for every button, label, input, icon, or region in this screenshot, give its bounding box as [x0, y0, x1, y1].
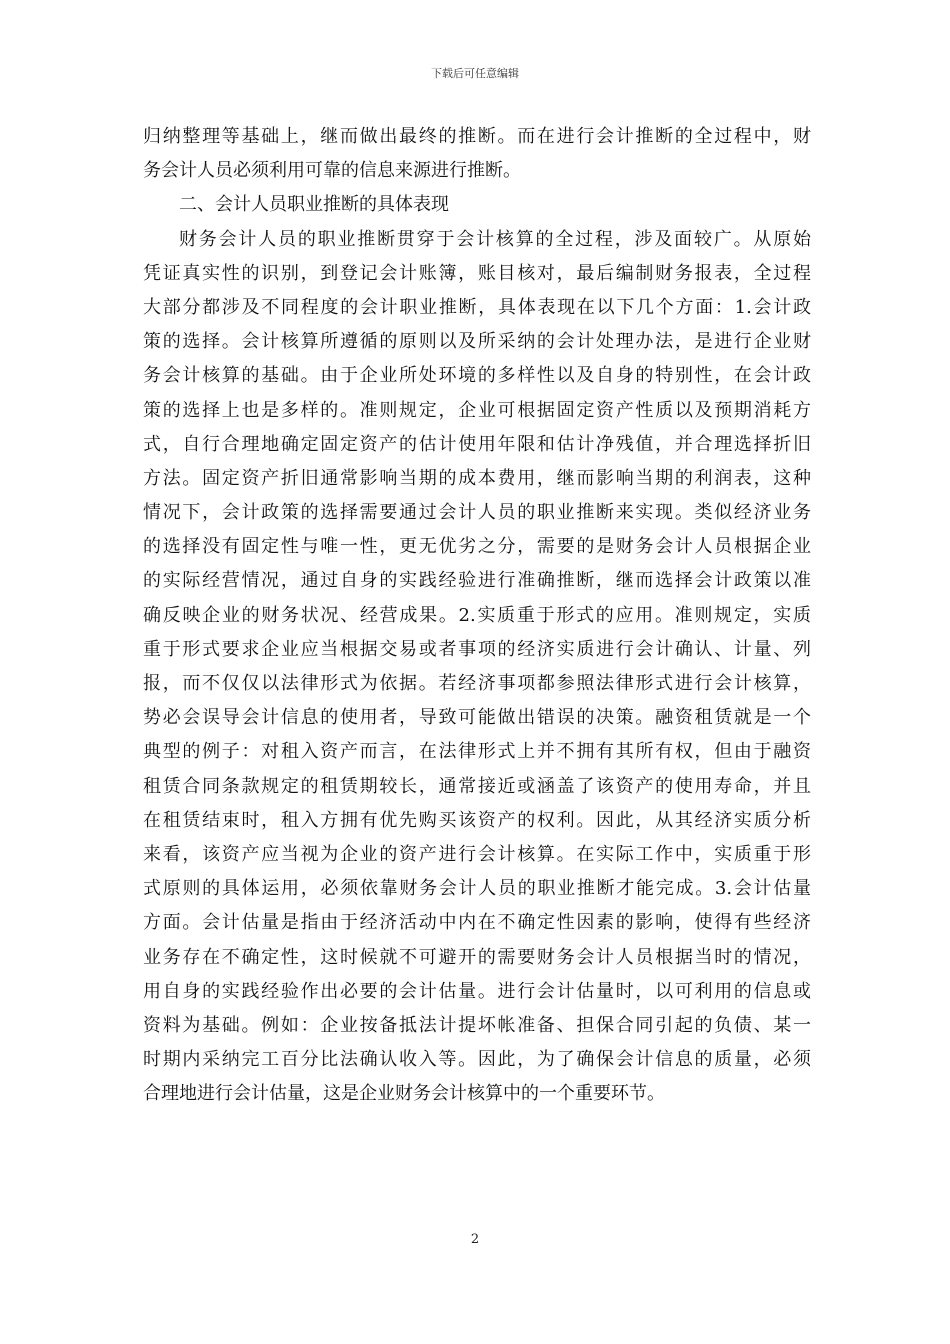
text-line: 势必会误导会计信息的使用者，导致可能做出错误的决策。融资租赁就是一个 [143, 707, 811, 729]
text-line: 合理地进行会计估量，这是企业财务会计核算中的一个重要环节。 [143, 1083, 665, 1105]
page-header: 下载后可任意编辑 [431, 67, 519, 80]
text-line: 报，而不仅仅以法律形式为依据。若经济事项都参照法律形式进行会计核算， [143, 673, 811, 694]
text-line: 方面。会计估量是指由于经济活动中内在不确定性因素的影响，使得有些经济 [143, 912, 811, 934]
document-body [143, 120, 811, 1111]
text-line: 时期内采纳完工百分比法确认收入等。因此，为了确保会计信息的质量，必须 [143, 1049, 811, 1071]
text-line: 财务会计人员的职业推断贯穿于会计核算的全过程，涉及面较广。从原始 [179, 228, 811, 250]
text-line: 务会计核算的基础。由于企业所处环境的多样性以及自身的特别性，在会计政 [143, 365, 811, 387]
text-line: 归纳整理等基础上，继而做出最终的推断。而在进行会计推断的全过程中，财 [143, 126, 811, 147]
text-line: 二、会计人员职业推断的具体表现 [179, 194, 449, 216]
text-line: 凭证真实性的识别，到登记会计账簿，账目核对，最后编制财务报表，全过程 [143, 262, 811, 284]
text-line: 务会计人员必须利用可靠的信息来源进行推断。 [143, 160, 521, 182]
text-line: 方法。固定资产折旧通常影响当期的成本费用，继而影响当期的利润表，这种 [143, 467, 811, 489]
text-line: 情况下，会计政策的选择需要通过会计人员的职业推断来实现。类似经济业务 [143, 502, 811, 524]
text-line: 重于形式要求企业应当根据交易或者事项的经济实质进行会计确认、计量、列 [143, 638, 811, 660]
text-line: 典型的例子：对租入资产而言，在法律形式上并不拥有其所有权，但由于融资 [143, 741, 811, 763]
text-line: 大部分都涉及不同程度的会计职业推断，具体表现在以下几个方面：1.会计政 [143, 296, 811, 318]
text-line: 在租赁结束时，租入方拥有优先购买该资产的权利。因此，从其经济实质分析 [143, 809, 811, 831]
text-line: 确反映企业的财务状况、经营成果。2.实质重于形式的应用。准则规定，实质 [143, 604, 811, 626]
text-line: 租赁合同条款规定的租赁期较长，通常接近或涵盖了该资产的使用寿命，并且 [143, 775, 811, 797]
text-line: 策的选择上也是多样的。准则规定，企业可根据固定资产性质以及预期消耗方 [143, 399, 811, 421]
text-line: 资料为基础。例如：企业按备抵法计提坏帐准备、担保合同引起的负债、某一 [143, 1014, 811, 1036]
page-number: 2 [470, 1232, 480, 1247]
text-line: 策的选择。会计核算所遵循的原则以及所采纳的会计处理办法，是进行企业财 [143, 331, 811, 353]
text-line: 用自身的实践经验作出必要的会计估量。进行会计估量时，以可利用的信息或 [143, 980, 811, 1002]
text-line: 的实际经营情况，通过自身的实践经验进行准确推断，继而选择会计政策以准 [143, 570, 811, 592]
text-line: 式，自行合理地确定固定资产的估计使用年限和估计净残值，并合理选择折旧 [143, 433, 811, 455]
text-line: 来看，该资产应当视为企业的资产进行会计核算。在实际工作中，实质重于形 [143, 843, 811, 865]
text-line: 业务存在不确定性，这时候就不可避开的需要财务会计人员根据当时的情况， [143, 946, 811, 968]
text-line: 的选择没有固定性与唯一性，更无优劣之分，需要的是财务会计人员根据企业 [143, 536, 811, 558]
text-line: 式原则的具体运用，必须依靠财务会计人员的职业推断才能完成。3.会计估量 [143, 878, 811, 900]
